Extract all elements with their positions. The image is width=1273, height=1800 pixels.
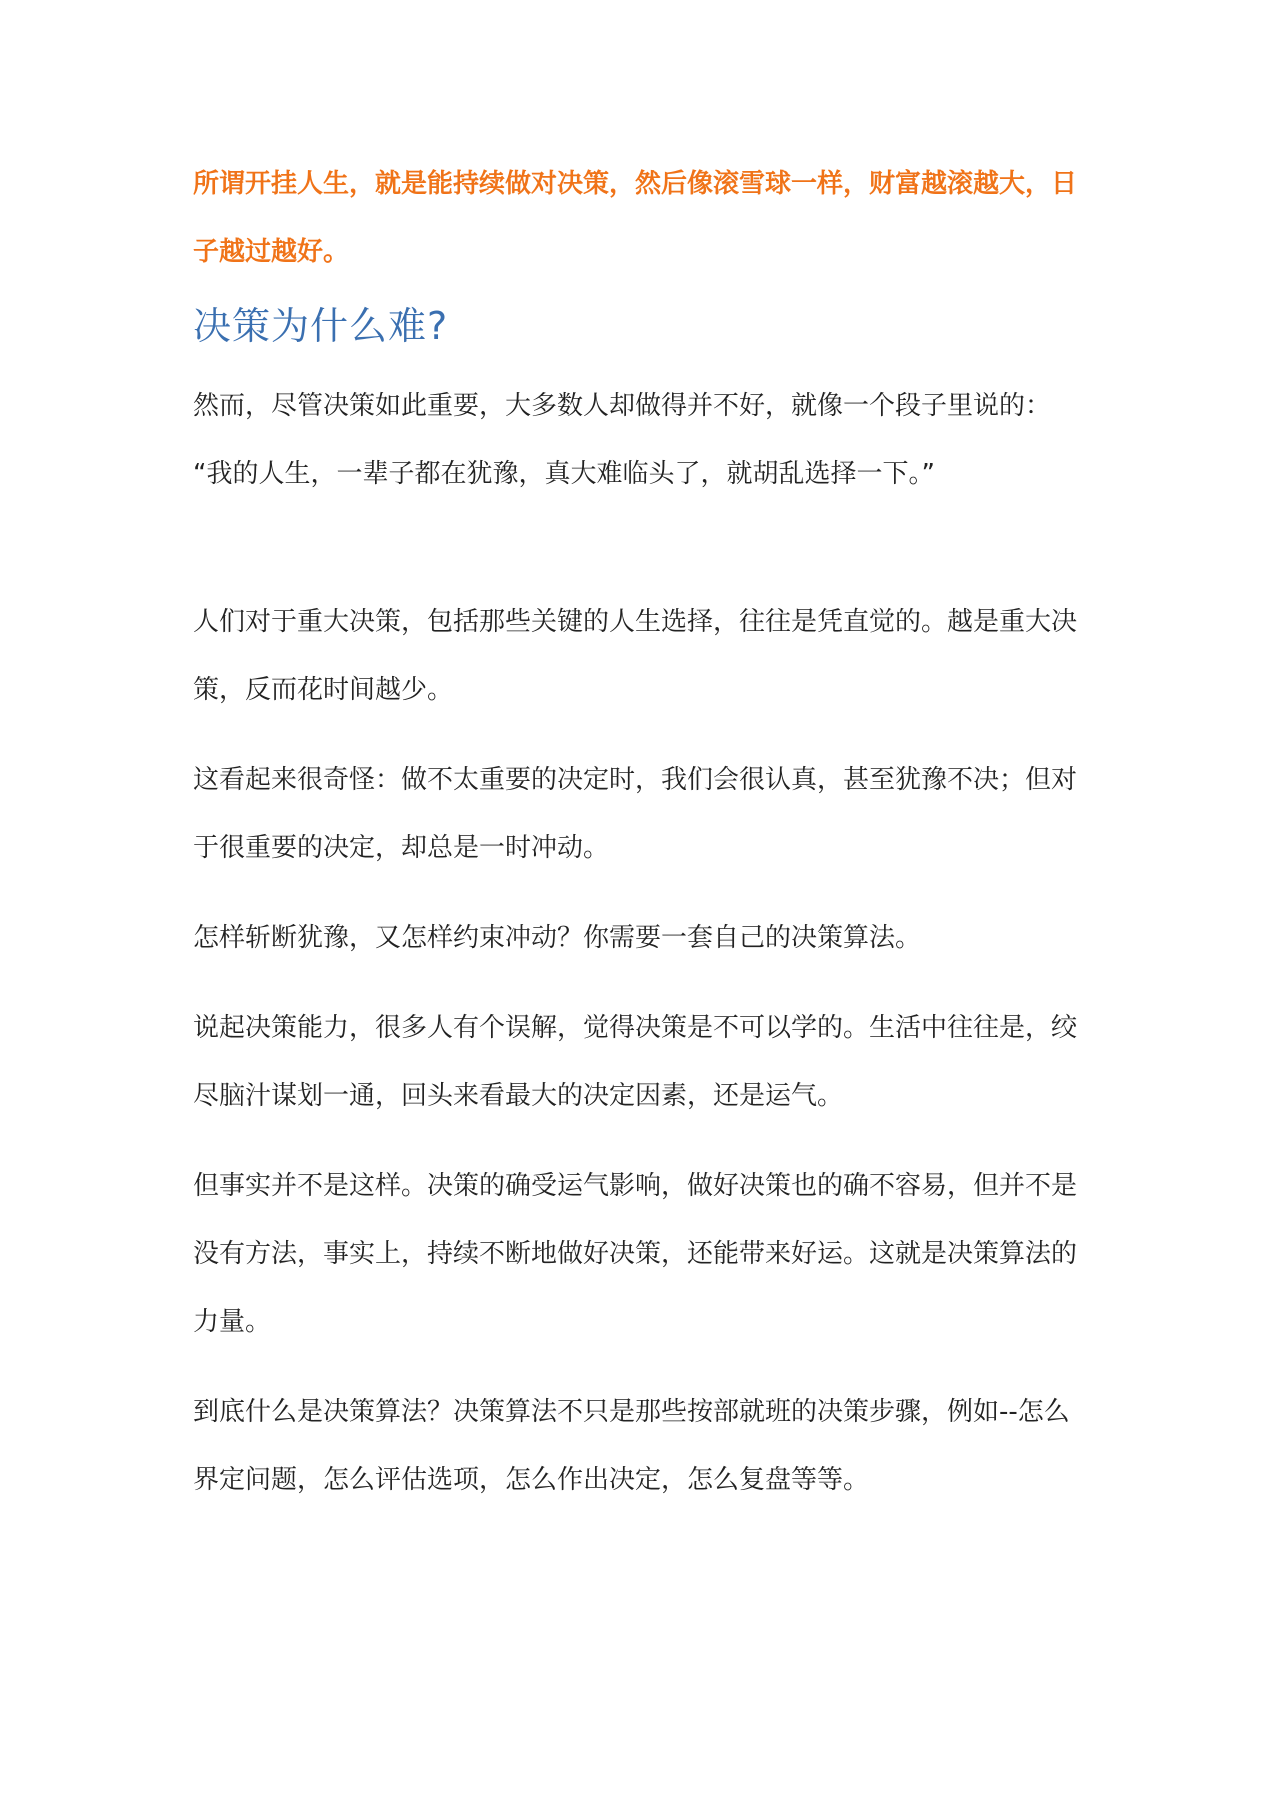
paragraph-5: 但事实并不是这样。决策的确受运气影响，做好决策也的确不容易，但并不是没有方法，事实上，持续不断地做好决策，还能带来好运。这就是决策算法的力量。: [193, 1171, 1078, 1337]
spacer: [193, 972, 1093, 994]
highlight-text: 所谓开挂人生，就是能持续做对决策，然后像滚雪球一样，财富越滚越大，日子越过越好。: [193, 169, 1078, 267]
document-page: [193, 150, 1093, 1514]
spacer: [193, 1356, 1093, 1378]
spacer: [193, 1130, 1093, 1152]
spacer: [193, 882, 1093, 904]
paragraph-6: 到底什么是决策算法？决策算法不只是那些按部就班的决策步骤，例如--怎么界定问题，怎么评估选项，怎么作出决定，怎么复盘等等。: [193, 1397, 1070, 1495]
intro-paragraph: 然而，尽管决策如此重要，大多数人却做得并不好，就像一个段子里说的：: [193, 391, 1052, 421]
quote-text: “我的人生，一辈子都在犹豫，真大难临头了，就胡乱选择一下。”: [193, 459, 935, 489]
spacer: [193, 724, 1093, 746]
section-title: 决策为什么难?: [193, 304, 449, 348]
paragraph-4: 说起决策能力，很多人有个误解，觉得决策是不可以学的。生活中往往是，绞尽脑汁谋划一通，回头来看最大的决定因素，还是运气。: [193, 1013, 1078, 1111]
spacer: [193, 508, 1093, 588]
paragraph-2: 这看起来很奇怪：做不太重要的决定时，我们会很认真，甚至犹豫不决；但对于很重要的决定，却总是一时冲动。: [193, 765, 1078, 863]
paragraph-1: 人们对于重大决策，包括那些关键的人生选择，往往是凭直觉的。越是重大决策，反而花时间越少。: [193, 607, 1078, 705]
paragraph-3: 怎样斩断犹豫，又怎样约束冲动？你需要一套自己的决策算法。: [193, 923, 922, 953]
